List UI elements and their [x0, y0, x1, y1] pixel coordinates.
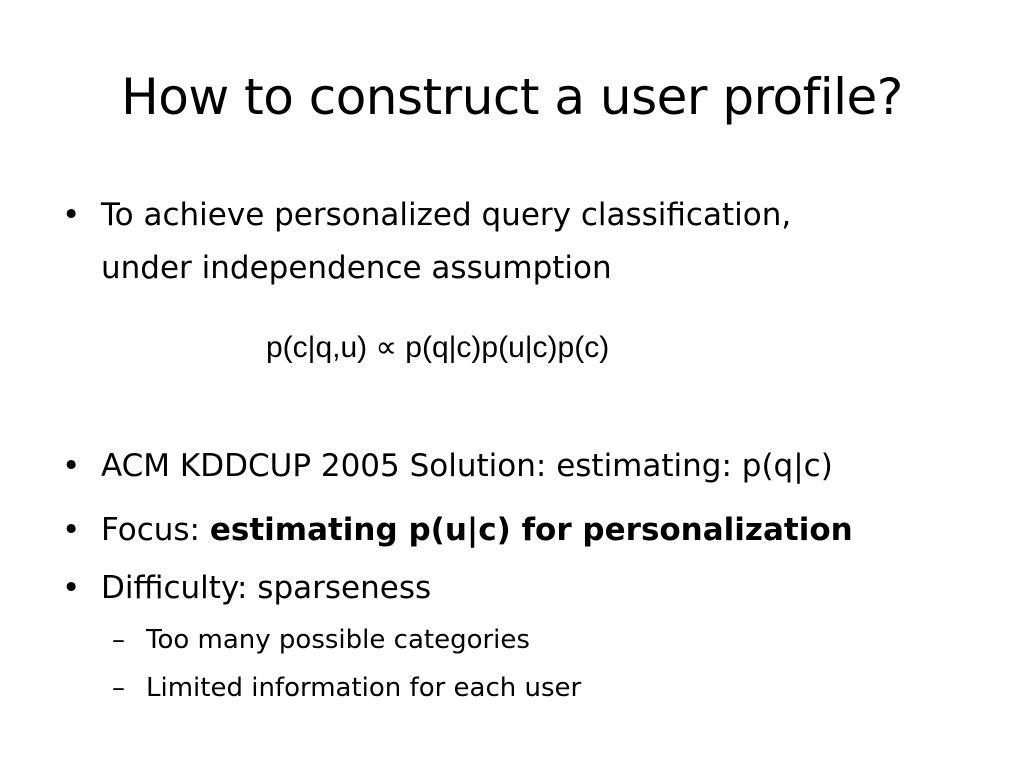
bullet-text: Difficulty: sparseness: [101, 570, 432, 606]
slide-title: How to construct a user profile?: [121, 68, 903, 126]
sub-bullet-marker: –: [112, 673, 125, 703]
bullet-text-line-2: under independence assumption: [101, 250, 612, 286]
bullet-text-line-1: To achieve personalized query classification,: [101, 197, 792, 233]
bullet-text-prefix: Focus:: [101, 512, 210, 548]
sub-bullet-text: Limited information for each user: [146, 673, 582, 703]
bullet-text-bold: estimating p(u|c) for personalization: [209, 512, 853, 548]
bullet-marker: •: [62, 448, 81, 484]
bullet-text: [101, 504, 853, 557]
bullet-marker: •: [62, 197, 81, 233]
bullet-text: ACM KDDCUP 2005 Solution: estimating: p(q|c): [101, 448, 833, 484]
sub-bullet-marker: –: [112, 625, 125, 655]
formula: p(c|q,u) ∝ p(q|c)p(u|c)p(c): [266, 331, 610, 364]
bullet-marker: •: [62, 512, 81, 548]
sub-bullet-text: Too many possible categories: [146, 625, 530, 655]
bullet-marker: •: [62, 570, 81, 606]
